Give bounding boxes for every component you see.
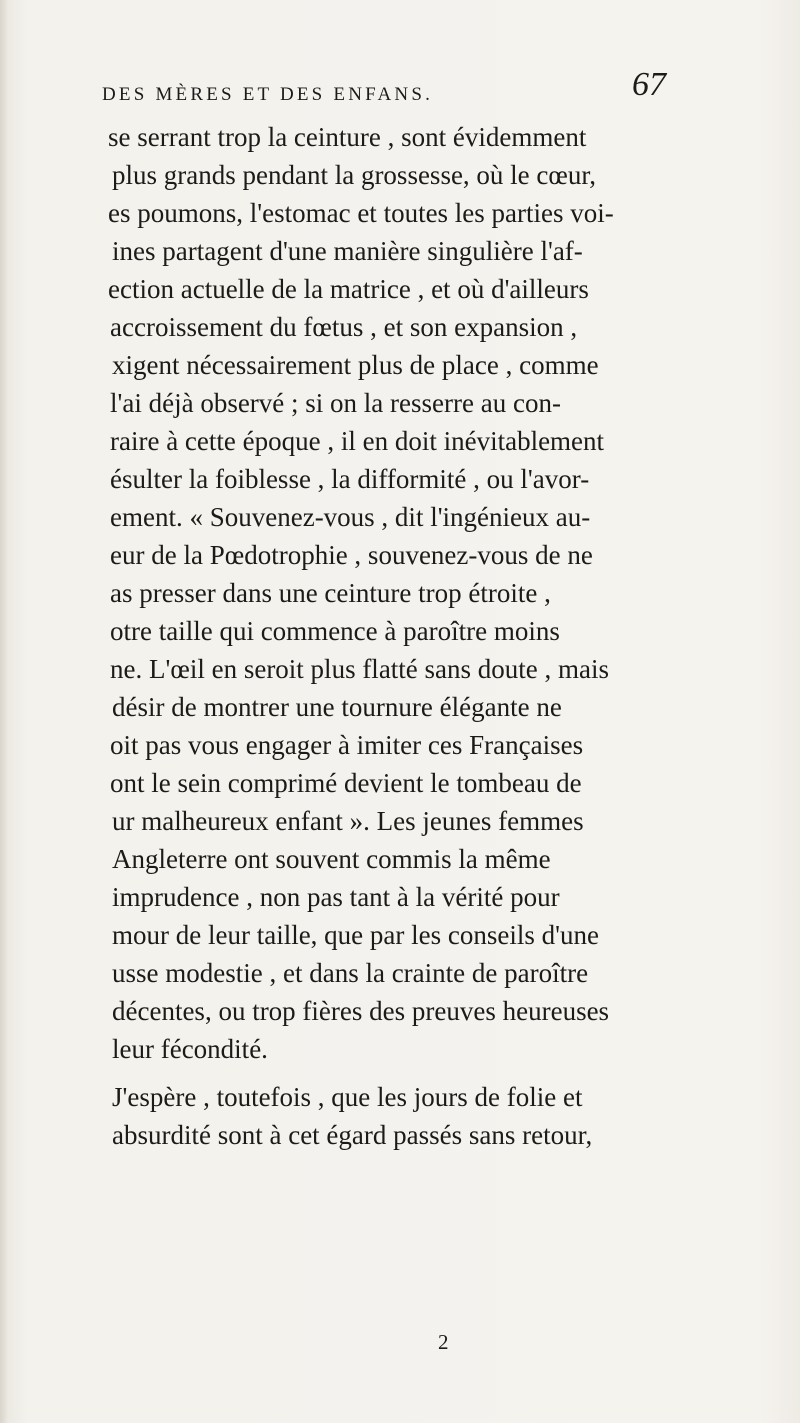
text-line: désir de montrer une tournure élégante ne [112,692,562,722]
text-line: oit pas vous engager à imiter ces Françaises [110,730,584,760]
running-head: DES MÈRES ET DES ENFANS. [102,84,434,105]
text-line: mour de leur taille, que par les conseils d'une [112,920,599,950]
text-line: Angleterre ont souvent commis la même [112,844,551,874]
text-line: l'ai déjà observé ; si on la resserre au con- [110,388,561,418]
text-line: J'espère , toutefois , que les jours de folie et [112,1082,583,1112]
text-line: es poumons, l'estomac et toutes les parties voi- [108,198,614,228]
text-line: ne. L'œil en seroit plus flatté sans doute , mais [110,654,610,684]
text-line: leur fécondité. [112,1034,268,1064]
text-line: absurdité sont à cet égard passés sans retour, [112,1120,593,1150]
text-line: otre taille qui commence à paroître moins [110,616,560,646]
text-line: accroissement du fœtus , et son expansion , [110,312,578,342]
text-line: ur malheureux enfant ». Les jeunes femmes [112,806,584,836]
signature-mark: 2 [438,1330,449,1354]
text-line: ement. « Souvenez-vous , dit l'ingénieux au- [110,502,591,532]
text-line: plus grands pendant la grossesse, où le cœur, [112,160,597,190]
text-line: ines partagent d'une manière singulière l'af- [112,236,583,266]
text-line: ection actuelle de la matrice , et où d'ailleurs [108,274,589,304]
text-line: as presser dans une ceinture trop étroite , [110,578,551,608]
text-line: décentes, ou trop fières des preuves heureuses [112,996,610,1026]
text-line: se serrant trop la ceinture , sont évidemment [108,122,587,152]
page-number: 67 [632,66,666,103]
gutter-shadow [0,0,8,1423]
text-line: ésulter la foiblesse , la difformité , ou l'avor- [110,464,590,494]
text-line: eur de la Pœdotrophie , souvenez-vous de ne [110,540,593,570]
text-line: xigent nécessairement plus de place , comme [112,350,599,380]
text-line: raire à cette époque , il en doit inévitablement [110,426,605,456]
text-line: imprudence , non pas tant à la vérité pour [112,882,560,912]
text-line: usse modestie , et dans la crainte de paroître [112,958,589,988]
text-line: ont le sein comprimé devient le tombeau de [110,768,582,798]
